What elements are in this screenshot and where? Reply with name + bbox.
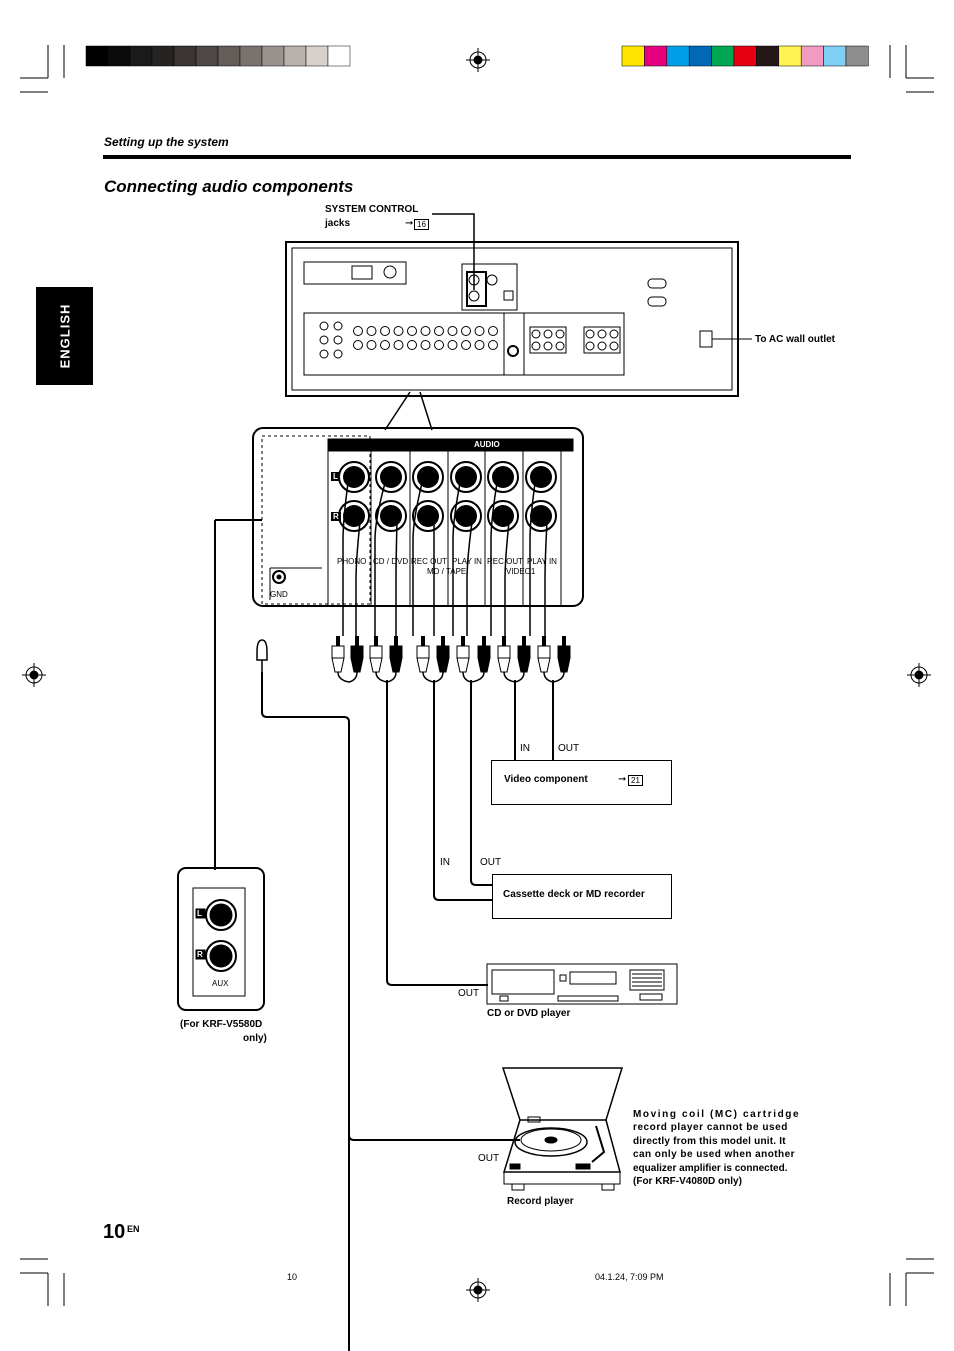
- page-title: Connecting audio components: [104, 177, 354, 196]
- rear-jack: [320, 350, 328, 358]
- grayscale-bar: [86, 46, 350, 66]
- print-page-number: 10: [287, 1272, 298, 1282]
- plug-body: [518, 658, 530, 672]
- plug-body: [417, 658, 429, 672]
- speaker-terminal: [586, 342, 594, 350]
- aux-label: AUX: [212, 979, 229, 988]
- jack-label-rec-out-1: REC OUT: [411, 557, 447, 566]
- jack-label-play-in-1: PLAY IN: [452, 557, 482, 566]
- plug-tip: [542, 636, 546, 646]
- plug-tip: [482, 636, 486, 646]
- plug-body: [351, 658, 363, 672]
- gray-swatch: [174, 46, 196, 66]
- color-swatch: [824, 46, 846, 66]
- language-tab-label: ENGLISH: [57, 303, 72, 369]
- video-component-ref: 21: [628, 775, 643, 786]
- jack-wire: [396, 522, 397, 636]
- audio-jack-center: [380, 466, 402, 488]
- jack-label-cd-dvd: CD / DVD: [373, 557, 409, 566]
- gray-swatch: [108, 46, 130, 66]
- audio-jack-center: [530, 466, 552, 488]
- plug-collar: [437, 646, 449, 658]
- rear-jack: [381, 327, 390, 336]
- plug-tip: [374, 636, 378, 646]
- speaker-terminal: [610, 330, 618, 338]
- plug-collar: [518, 646, 530, 658]
- gray-swatch: [240, 46, 262, 66]
- rear-jack: [462, 327, 471, 336]
- note-line: directly from this model unit. It: [633, 1135, 786, 1147]
- record-out-label: OUT: [478, 1153, 500, 1164]
- rear-jack: [354, 327, 363, 336]
- plug-body: [538, 658, 550, 672]
- jack-label-play-in-2: PLAY IN: [527, 557, 557, 566]
- gray-swatch: [218, 46, 240, 66]
- rear-jack: [435, 341, 444, 350]
- plug-tip: [502, 636, 506, 646]
- plug-collar: [370, 646, 382, 658]
- print-timestamp: 04.1.24, 7:09 PM: [595, 1272, 664, 1282]
- plug-body: [478, 658, 490, 672]
- plug-collar: [332, 646, 344, 658]
- plug-collar: [351, 646, 363, 658]
- zoom-lines: [385, 392, 432, 430]
- speaker-terminal: [544, 330, 552, 338]
- plug-join: [463, 672, 484, 682]
- system-control-label: SYSTEM CONTROL: [325, 204, 419, 215]
- audio-jack-center: [343, 466, 365, 488]
- rear-jack: [367, 327, 376, 336]
- rear-jack: [408, 341, 417, 350]
- plug-body: [558, 658, 570, 672]
- note-line: can only be used when another: [633, 1149, 795, 1161]
- note-line: Moving coil (MC) cartridge: [633, 1109, 801, 1120]
- video-component-box: [491, 760, 672, 805]
- gray-swatch: [262, 46, 284, 66]
- system-control-ref-arrow-icon: ➞: [405, 218, 414, 229]
- plug-tip: [461, 636, 465, 646]
- cassette-label: Cassette deck or MD recorder: [503, 889, 645, 900]
- gray-swatch: [328, 46, 350, 66]
- plug-tip: [394, 636, 398, 646]
- rear-jack: [367, 341, 376, 350]
- plug-collar: [498, 646, 510, 658]
- cd-label: CD or DVD player: [487, 1008, 571, 1019]
- cassette-box: [492, 874, 672, 919]
- rca-plugs: [332, 636, 570, 682]
- speaker-terminal: [544, 342, 552, 350]
- rear-jack: [394, 327, 403, 336]
- rear-jack: [448, 327, 457, 336]
- jack-label-phono: PHONO: [337, 557, 367, 566]
- record-player: [503, 1068, 622, 1190]
- speaker-terminal: [556, 330, 564, 338]
- system-control-ref: 16: [414, 219, 429, 230]
- rear-jack: [462, 341, 471, 350]
- gnd-spade: [257, 640, 267, 672]
- gray-swatch: [306, 46, 328, 66]
- plug-collar: [457, 646, 469, 658]
- cassette-in-label: IN: [440, 857, 450, 868]
- rear-jack: [334, 322, 342, 330]
- rear-jack: [508, 346, 518, 356]
- color-swatch: [846, 46, 868, 66]
- plug-collar: [538, 646, 550, 658]
- gray-swatch: [86, 46, 108, 66]
- page-number: 10: [103, 1221, 126, 1243]
- rear-jack: [448, 341, 457, 350]
- rear-panel-jacks: [320, 322, 618, 358]
- rear-jack: [475, 327, 484, 336]
- rear-jack: [320, 336, 328, 344]
- video-out-label: OUT: [558, 743, 580, 754]
- plug-body: [498, 658, 510, 672]
- jack-wire: [505, 522, 509, 636]
- ac-outlet-label: To AC wall outlet: [755, 334, 835, 345]
- gray-swatch: [284, 46, 306, 66]
- gray-swatch: [196, 46, 218, 66]
- language-tab: [36, 287, 93, 385]
- plug-body: [457, 658, 469, 672]
- system-control-jacks-label: jacks: [325, 218, 351, 229]
- cd-out-label: OUT: [458, 988, 480, 999]
- record-label: Record player: [507, 1196, 574, 1207]
- section-rule: [103, 155, 851, 159]
- rear-jack: [435, 327, 444, 336]
- speaker-terminal: [532, 330, 540, 338]
- audio-jack-center: [530, 505, 552, 527]
- rear-jack: [394, 341, 403, 350]
- rear-jack: [489, 341, 498, 350]
- rear-jack: [408, 327, 417, 336]
- plug-collar: [478, 646, 490, 658]
- speaker-terminal: [586, 330, 594, 338]
- note-line: record player cannot be used: [633, 1122, 788, 1134]
- group-md-tape: MD / TAPE: [427, 567, 467, 576]
- audio-jack-center: [380, 505, 402, 527]
- audio-jack-center: [492, 466, 514, 488]
- plug-tip: [336, 636, 340, 646]
- plug-join: [338, 672, 357, 682]
- color-swatch: [756, 46, 778, 66]
- color-swatch: [779, 46, 801, 66]
- color-swatch: [622, 46, 644, 66]
- color-swatch: [734, 46, 756, 66]
- gnd-label: GND: [270, 590, 288, 599]
- color-swatch: [801, 46, 823, 66]
- plug-collar: [417, 646, 429, 658]
- video-component-label: Video component: [504, 774, 588, 785]
- speaker-terminal: [532, 342, 540, 350]
- plug-body: [437, 658, 449, 672]
- rear-jack: [475, 341, 484, 350]
- audio-jack-center: [417, 505, 439, 527]
- plug-collar: [558, 646, 570, 658]
- audio-jack-center: [343, 505, 365, 527]
- speaker-terminal: [598, 330, 606, 338]
- speaker-terminal: [610, 342, 618, 350]
- color-swatch: [667, 46, 689, 66]
- note-line: equalizer amplifier is connected.: [633, 1162, 788, 1174]
- rear-jack: [334, 350, 342, 358]
- plug-tip: [441, 636, 445, 646]
- plug-tip: [522, 636, 526, 646]
- plug-tip: [355, 636, 359, 646]
- section-heading: Setting up the system: [104, 135, 229, 149]
- cd-player: [487, 964, 677, 1004]
- audio-header: AUDIO: [474, 440, 500, 449]
- rear-jack: [489, 327, 498, 336]
- audio-jack-center: [455, 466, 477, 488]
- video-in-label: IN: [520, 743, 530, 754]
- page-suffix: EN: [127, 1224, 140, 1234]
- aux-caption-line1: (For KRF-V5580D: [180, 1019, 263, 1030]
- rear-jack: [421, 327, 430, 336]
- group-video1: VIDEO1: [506, 567, 536, 576]
- plug-body: [332, 658, 344, 672]
- rear-jack: [320, 322, 328, 330]
- gray-swatch: [130, 46, 152, 66]
- receiver-rear-panel: [286, 242, 738, 396]
- color-swatch: [712, 46, 734, 66]
- aux-channel-left: L: [197, 909, 202, 918]
- rear-jack: [421, 341, 430, 350]
- note-line: (For KRF-V4080D only): [633, 1176, 742, 1188]
- cassette-out-label: OUT: [480, 857, 502, 868]
- jack-wire: [545, 522, 547, 636]
- video-ref-arrow-icon: ➞: [618, 774, 627, 785]
- aux-panel: [178, 868, 264, 1010]
- jack-label-rec-out-2: REC OUT: [487, 557, 523, 566]
- plug-body: [370, 658, 382, 672]
- aux-channel-right: R: [197, 950, 203, 959]
- audio-jack-center: [455, 505, 477, 527]
- plug-tip: [562, 636, 566, 646]
- aux-caption-line2: only): [243, 1033, 267, 1044]
- jack-wire: [467, 522, 472, 636]
- audio-channel-left: L: [333, 472, 338, 481]
- color-swatch: [644, 46, 666, 66]
- color-bar: [622, 46, 868, 66]
- plug-body: [390, 658, 402, 672]
- color-swatch: [689, 46, 711, 66]
- plug-collar: [390, 646, 402, 658]
- plug-tip: [421, 636, 425, 646]
- audio-channel-right: R: [333, 512, 339, 521]
- rear-jack: [381, 341, 390, 350]
- speaker-terminal: [556, 342, 564, 350]
- speaker-terminal: [598, 342, 606, 350]
- audio-jack-center: [492, 505, 514, 527]
- rear-jack: [334, 336, 342, 344]
- gray-swatch: [152, 46, 174, 66]
- rear-jack: [354, 341, 363, 350]
- jack-wire: [356, 522, 360, 636]
- mc-cartridge-note: [633, 1108, 801, 1188]
- audio-jack-center: [417, 466, 439, 488]
